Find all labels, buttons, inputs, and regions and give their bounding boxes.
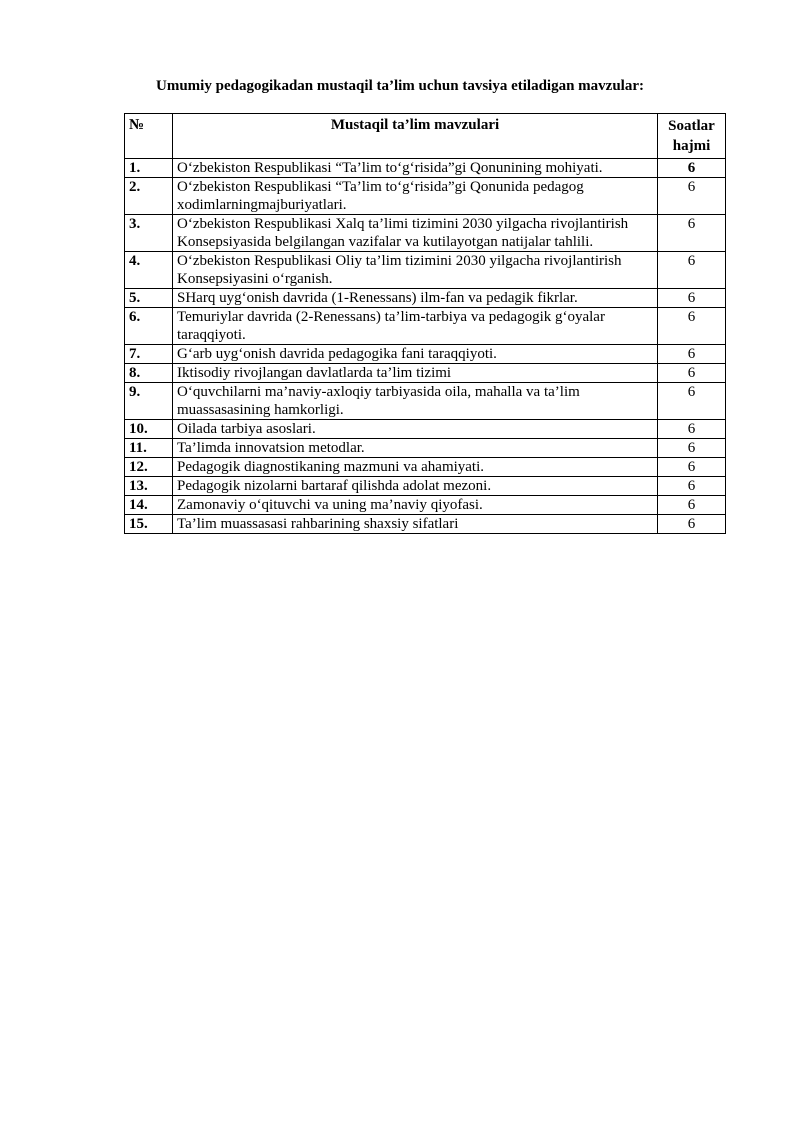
table-row: [125, 345, 726, 364]
row-hours: 6: [658, 308, 726, 345]
row-number: 5.: [125, 289, 173, 308]
row-topic: Pedagogik diagnostikaning mazmuni va ahamiyati.: [173, 458, 658, 477]
table-row: [125, 420, 726, 439]
row-hours: 6: [658, 159, 726, 178]
row-number: 4.: [125, 252, 173, 289]
table-row: [125, 515, 726, 534]
table-row: [125, 215, 726, 252]
row-number: 9.: [125, 383, 173, 420]
header-hours-line2: hajmi: [672, 138, 711, 154]
row-number: 7.: [125, 345, 173, 364]
row-topic: Zamonaviy o‘qituvchi va uning ma’naviy qiyofasi.: [173, 496, 658, 515]
table-row: [125, 289, 726, 308]
table-row: [125, 159, 726, 178]
row-topic: O‘zbekiston Respublikasi “Ta’lim to‘g‘risida”gi Qonunining mohiyati.: [173, 159, 658, 178]
row-topic: Temuriylar davrida (2-Renessans) ta’lim-tarbiya va pedagogik g‘oyalar taraqqiyoti.: [173, 308, 658, 345]
row-number: 2.: [125, 178, 173, 215]
row-hours: 6: [658, 252, 726, 289]
row-number: 13.: [125, 477, 173, 496]
row-number: 14.: [125, 496, 173, 515]
topics-table: [124, 113, 726, 534]
row-number: 10.: [125, 420, 173, 439]
row-topic: O‘zbekiston Respublikasi Oliy ta’lim tizimini 2030 yilgacha rivojlantirish Konsepsiyasini o‘rganish.: [173, 252, 658, 289]
page-title: Umumiy pedagogikadan mustaqil ta’lim uchun tavsiya etiladigan mavzular:: [156, 78, 644, 94]
table-row: [125, 364, 726, 383]
row-hours: 6: [658, 477, 726, 496]
row-number: 11.: [125, 439, 173, 458]
table-row: [125, 496, 726, 515]
row-hours: 6: [658, 289, 726, 308]
row-hours: 6: [658, 515, 726, 534]
header-topic: Mustaqil ta’lim mavzulari: [173, 114, 658, 159]
row-number: 6.: [125, 308, 173, 345]
row-number: 12.: [125, 458, 173, 477]
table-row: [125, 383, 726, 420]
header-number: №: [125, 114, 173, 159]
table-header-row: [125, 114, 726, 159]
row-hours: 6: [658, 383, 726, 420]
row-topic: Oilada tarbiya asoslari.: [173, 420, 658, 439]
row-topic: Ta’limda innovatsion metodlar.: [173, 439, 658, 458]
row-hours: 6: [658, 345, 726, 364]
table-row: [125, 308, 726, 345]
row-topic: O‘zbekiston Respublikasi Xalq ta’limi tizimini 2030 yilgacha rivojlantirish Konsepsiyasida belgilangan vazifalar va kutilayotgan natijalar tahlili.: [173, 215, 658, 252]
header-hours-line1: Soatlar: [668, 118, 715, 134]
row-hours: 6: [658, 420, 726, 439]
row-topic: Iktisodiy rivojlangan davlatlarda ta’lim tizimi: [173, 364, 658, 383]
table-row: [125, 252, 726, 289]
row-hours: 6: [658, 496, 726, 515]
header-hours: [658, 114, 726, 159]
row-topic: Ta’lim muassasasi rahbarining shaxsiy sifatlari: [173, 515, 658, 534]
row-topic: G‘arb uyg‘onish davrida pedagogika fani taraqqiyoti.: [173, 345, 658, 364]
row-number: 1.: [125, 159, 173, 178]
row-topic: O‘zbekiston Respublikasi “Ta’lim to‘g‘risida”gi Qonunida pedagog xodimlarningmajburiyatlari.: [173, 178, 658, 215]
table-row: [125, 178, 726, 215]
row-hours: 6: [658, 364, 726, 383]
row-number: 15.: [125, 515, 173, 534]
table-row: [125, 477, 726, 496]
row-topic: O‘quvchilarni ma’naviy-axloqiy tarbiyasida oila, mahalla va ta’lim muassasasining hamkorligi.: [173, 383, 658, 420]
row-hours: 6: [658, 178, 726, 215]
row-hours: 6: [658, 458, 726, 477]
row-topic: SHarq uyg‘onish davrida (1-Renessans) ilm-fan va pedagik fikrlar.: [173, 289, 658, 308]
table-row: [125, 439, 726, 458]
row-number: 3.: [125, 215, 173, 252]
row-hours: 6: [658, 215, 726, 252]
row-topic: Pedagogik nizolarni bartaraf qilishda adolat mezoni.: [173, 477, 658, 496]
row-number: 8.: [125, 364, 173, 383]
table-row: [125, 458, 726, 477]
row-hours: 6: [658, 439, 726, 458]
